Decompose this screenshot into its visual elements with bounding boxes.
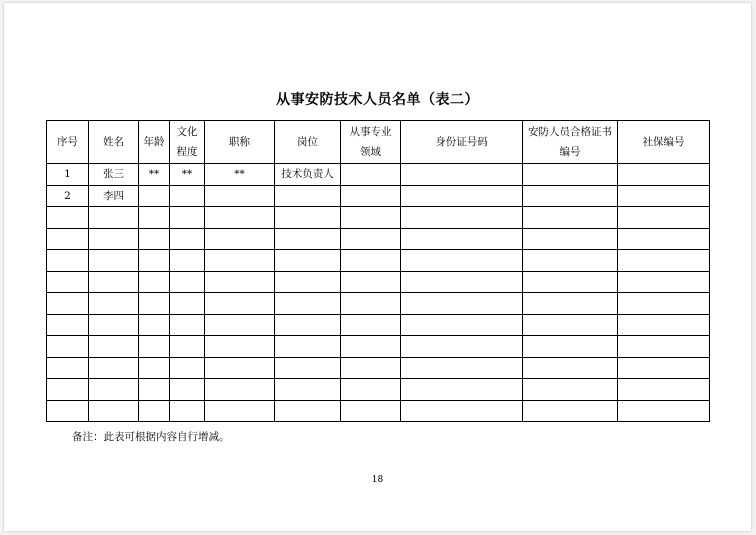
table-cell: 技术负责人 <box>275 164 341 186</box>
header-col-social-security: 社保编号 <box>618 121 710 164</box>
table-row <box>47 207 710 229</box>
table-cell <box>170 185 205 207</box>
table-cell <box>401 271 523 293</box>
header-col-id-number: 身份证号码 <box>401 121 523 164</box>
header-label-line: 文化 <box>176 126 198 138</box>
table-cell <box>275 336 341 358</box>
table-cell <box>47 336 89 358</box>
table-cell <box>341 379 401 401</box>
table-cell <box>401 164 523 186</box>
header-col-name: 姓名 <box>89 121 139 164</box>
table-cell <box>523 271 618 293</box>
table-cell <box>139 207 170 229</box>
table-cell <box>89 228 139 250</box>
table-row <box>47 400 710 422</box>
table-cell <box>205 185 275 207</box>
table-cell <box>170 400 205 422</box>
header-label-line: 从事专业 <box>349 126 392 138</box>
header-col-position: 岗位 <box>275 121 341 164</box>
table-cell <box>523 357 618 379</box>
table-cell <box>170 271 205 293</box>
table-cell <box>170 357 205 379</box>
table-cell <box>170 293 205 315</box>
table-row <box>47 185 710 207</box>
header-label-line: 安防人员合格证书 <box>528 126 612 138</box>
table-cell <box>523 164 618 186</box>
table-cell <box>341 164 401 186</box>
table-cell <box>275 357 341 379</box>
table-cell <box>401 400 523 422</box>
table-cell: ** <box>170 164 205 186</box>
document-title: 从事安防技术人员名单（表二） <box>276 92 479 108</box>
table-cell <box>205 271 275 293</box>
table-cell <box>341 207 401 229</box>
table-cell <box>401 357 523 379</box>
table-row <box>47 164 710 186</box>
table-note: 备注：此表可根据内容自行增减。 <box>72 431 230 443</box>
table-cell <box>89 293 139 315</box>
header-col-certificate <box>523 121 618 164</box>
table-cell <box>205 400 275 422</box>
table-cell <box>89 314 139 336</box>
table-cell: 2 <box>47 185 89 207</box>
table-cell <box>618 164 710 186</box>
table-cell <box>523 207 618 229</box>
table-cell <box>401 314 523 336</box>
table-cell <box>205 250 275 272</box>
table-cell <box>205 379 275 401</box>
table-cell <box>618 357 710 379</box>
table-cell <box>401 293 523 315</box>
table-cell <box>618 293 710 315</box>
table-body <box>47 164 710 422</box>
table-cell <box>47 207 89 229</box>
table-cell <box>341 228 401 250</box>
table-row <box>47 314 710 336</box>
table-cell <box>47 271 89 293</box>
table-cell <box>47 293 89 315</box>
header-col-serial: 序号 <box>47 121 89 164</box>
header-label-line: 编号 <box>559 146 581 158</box>
table-cell <box>275 185 341 207</box>
table-cell <box>618 271 710 293</box>
document-page <box>4 3 751 531</box>
table-cell <box>170 250 205 272</box>
table-cell <box>139 250 170 272</box>
table-cell <box>139 185 170 207</box>
table-cell <box>275 228 341 250</box>
table-cell <box>401 207 523 229</box>
table-cell <box>170 228 205 250</box>
table-cell <box>89 250 139 272</box>
table-cell <box>205 314 275 336</box>
table-cell <box>275 250 341 272</box>
table-cell <box>523 185 618 207</box>
table-cell <box>89 400 139 422</box>
page-number: 18 <box>371 475 384 485</box>
table-cell <box>523 314 618 336</box>
table-header-row <box>47 121 710 164</box>
table-cell <box>618 250 710 272</box>
table-row <box>47 250 710 272</box>
staff-table <box>46 120 710 422</box>
table-cell <box>89 207 139 229</box>
table-cell <box>139 293 170 315</box>
table-cell <box>341 250 401 272</box>
table-cell <box>205 336 275 358</box>
table-row <box>47 293 710 315</box>
table-cell <box>523 379 618 401</box>
table-cell <box>401 336 523 358</box>
table-cell <box>89 336 139 358</box>
table-row <box>47 336 710 358</box>
table-cell <box>139 271 170 293</box>
table-cell <box>618 185 710 207</box>
table-cell <box>89 271 139 293</box>
table-cell <box>47 228 89 250</box>
table-cell <box>341 271 401 293</box>
table-cell <box>47 400 89 422</box>
table-cell <box>523 228 618 250</box>
table-cell <box>89 379 139 401</box>
table-cell <box>341 293 401 315</box>
table-cell <box>170 207 205 229</box>
table-cell <box>47 314 89 336</box>
table-cell <box>523 250 618 272</box>
table-cell <box>618 400 710 422</box>
table-cell <box>341 336 401 358</box>
table-cell <box>139 336 170 358</box>
table-cell <box>275 400 341 422</box>
table-cell <box>47 379 89 401</box>
table-cell <box>205 207 275 229</box>
header-col-field <box>341 121 401 164</box>
table-cell <box>618 207 710 229</box>
table-cell <box>139 379 170 401</box>
table-cell <box>205 228 275 250</box>
table-cell <box>401 185 523 207</box>
table-cell <box>139 228 170 250</box>
table-cell: 张三 <box>89 164 139 186</box>
table-cell <box>618 336 710 358</box>
table-cell: 1 <box>47 164 89 186</box>
table-cell <box>523 400 618 422</box>
table-cell <box>275 293 341 315</box>
table-cell: 李四 <box>89 185 139 207</box>
table-cell <box>205 293 275 315</box>
table-cell <box>170 314 205 336</box>
table-cell <box>139 357 170 379</box>
table-cell <box>275 314 341 336</box>
table-header <box>47 121 710 164</box>
table-cell <box>47 250 89 272</box>
table-cell <box>47 357 89 379</box>
table-cell <box>401 228 523 250</box>
table-row <box>47 357 710 379</box>
table-cell: ** <box>205 164 275 186</box>
table-cell <box>341 400 401 422</box>
table-cell <box>89 357 139 379</box>
table-cell <box>170 336 205 358</box>
table-cell <box>139 314 170 336</box>
table-row <box>47 379 710 401</box>
table-cell <box>170 379 205 401</box>
table-cell <box>275 271 341 293</box>
header-col-age: 年龄 <box>139 121 170 164</box>
table-cell <box>275 207 341 229</box>
table-cell <box>275 379 341 401</box>
table-cell <box>523 336 618 358</box>
table-cell: ** <box>139 164 170 186</box>
header-label-line: 程度 <box>176 146 198 158</box>
table-row <box>47 271 710 293</box>
table-cell <box>341 357 401 379</box>
table-cell <box>205 357 275 379</box>
table-cell <box>523 293 618 315</box>
table-row <box>47 228 710 250</box>
header-label-line: 领域 <box>360 146 381 158</box>
header-col-title: 职称 <box>205 121 275 164</box>
header-col-education <box>170 121 205 164</box>
table-cell <box>401 379 523 401</box>
table-cell <box>618 379 710 401</box>
table-cell <box>618 314 710 336</box>
table-cell <box>341 314 401 336</box>
table-cell <box>401 250 523 272</box>
table-cell <box>341 185 401 207</box>
table-cell <box>618 228 710 250</box>
table-cell <box>139 400 170 422</box>
